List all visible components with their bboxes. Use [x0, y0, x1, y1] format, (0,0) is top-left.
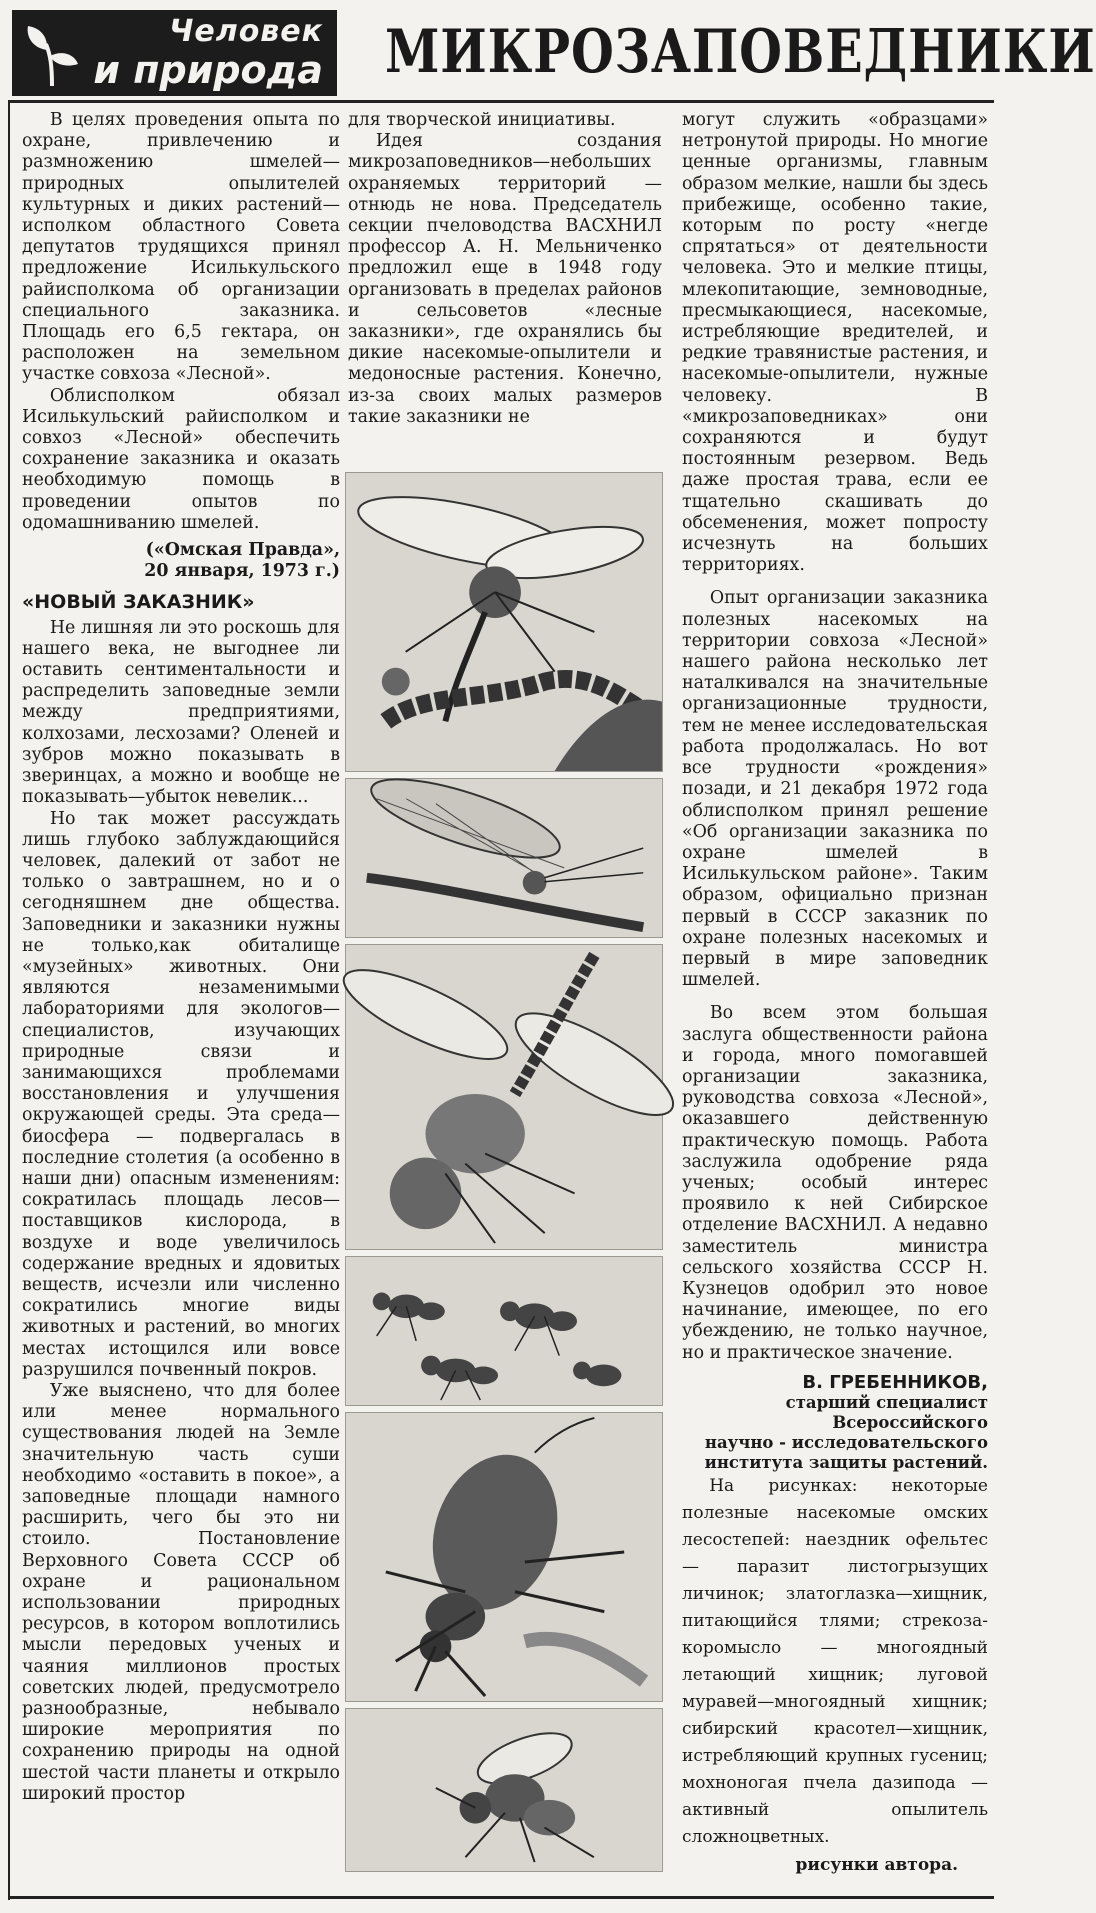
wasp-drawing — [346, 473, 662, 771]
paragraph: В целях проведения опыта по охране, привлечению и размножению шмелей—природных опылителей культурных и диких растений—исполком областного Совета депутатов трудящихся принял предложение Исилькульского райисполкома об организации специального заказника. Площадь его 6,5 гектара, он расположен на земельном участке совхоза «Лесной». — [22, 110, 340, 385]
source-line-2: 20 января, 1973 г.) — [144, 561, 340, 582]
illustration-dasypoda-bee — [345, 1708, 663, 1872]
rubric-line-1: Человек — [169, 14, 323, 49]
paragraph: Облисполком обязал Исилькульский райисполком и совхоз «Лесной» обеспечить сохранение заказника и оказать необходимую помощь в проведении опытов по одомашниванию шмелей. — [22, 385, 340, 533]
illustration-caption: На рисунках: некоторые полезные насекомые омских лесостепей: наездник офельтес — паразит листогрызущих личинок; златоглазка—хищник, питающийся тлями; стрекоза-коромысло — многоядный летающий хищник; луговой муравей—многоядный хищник; сибирский красотел—хищник, истребляющий крупных гусениц; мохноногая пчела дазипода — активный опылитель сложноцветных. — [682, 1475, 988, 1847]
paragraph: Идея создания микрозаповедников—небольших охраняемых территорий — отнюдь не нова. Председатель секции пчеловодства ВАСХНИЛ профессор А. Н. Мельниченко предложил еще в 1948 году организовать в пределах районов и сельсоветов «лесные заказники», где охранялись бы дикие насекомые-опылители и медоносные растения. Конечно, из-за своих малых размеров такие заказники не — [348, 131, 662, 427]
column-2 — [348, 110, 662, 428]
beetle-drawing — [346, 1413, 662, 1701]
rubric-line-2: и природа — [93, 48, 323, 92]
author-position-line: старший специалист — [785, 1392, 988, 1412]
author-position-line: Всероссийского — [832, 1412, 988, 1432]
paragraph: могут служить «образцами» нетронутой природы. Но многие ценные организмы, главным образом мелкие, нашли бы здесь прибежище, особенно такие, которым по росту «негде спрятаться» от деятельности человека. Это и мелкие птицы, млекопитающие, земноводные, пресмыкающиеся, насекомые, истребляющие вредителей, и редкие травянистые растения, и насекомые-опылители, нужные человеку. В «микрозаповедниках» они сохраняются и будут постоянным резервом. Ведь даже простая трава, если ее тщательно скашивать до обсеменения, может попросту исчезнуть на больших территориях. — [682, 110, 988, 576]
paragraph: Но так может рассуждать лишь глубоко заблуждающийся человек, далекий от забот не только о завтрашнем, но и о сегодняшнем дне общества. Заповедники и заказники нужны не только,как обиталище «музейных» животных. Они являются незаменимыми лабораториями для экологов—специалистов, изучающих природные связи и занимающихся проблемами восстановления и улучшения окружающей среды. Эта среда—биосфера — подвергалась в последние столетия (а особенно в наши дни) опасным изменениям: сократилась площадь лесов—поставщиков кислорода, в воздухе и воде увеличилось содержание вредных и ядовитых веществ, исчезли или численно сократились многие виды животных и растений, во многих местах истощился или вовсе разрушился почвенный покров. — [22, 808, 340, 1380]
lacewing-drawing — [346, 779, 662, 937]
column-3 — [682, 110, 988, 1876]
illustration-ants — [345, 1256, 663, 1406]
paragraph: Уже выяснено, что для более или менее нормального существования людей на Земле значительную часть суши необходимо «оставить в покое», а заповедные площади намного расширить, чего бы это ни стоило. Постановление Верховного Совета СССР об охране и рациональном использовании природных ресурсов, в котором воплотились мысли передовых ученых и чаяния миллионов простых советских людей, предусмотрело разнообразные, небывало широкие мероприятия по сохранению природы на одной шестой части планеты и открыло широкий простор — [22, 1380, 340, 1804]
paragraph: Во всем этом большая заслуга общественности района и города, много помогавшей организации заказника, руководства совхоза «Лесной», оказавшего действенную практическую помощь. Работа заслужила одобрение ряда ученых; особый интерес проявило к ней Сибирское отделение ВАСХНИЛ. А недавно заместитель министра сельского хозяйства СССР Н. Кузнецов одобрил это новое начинание, имеющее, по его убеждению, не только научное, но и практическое значение. — [682, 1003, 988, 1363]
author-position-line: научно - исследовательского — [704, 1432, 988, 1452]
illustration-lacewing — [345, 778, 663, 938]
illustration-dragonfly — [345, 944, 663, 1250]
bottom-rule — [8, 1896, 994, 1899]
paragraph: Не лишняя ли это роскошь для нашего века, не выгоднее ли оставить сентиментальности и распределить заповедные земли между предприятиями, колхозами, лесхозами? Оленей и зубров можно показывать в зверинцах, а можно и вообще не показывать—убыток невелик... — [22, 617, 340, 808]
ants-drawing — [346, 1257, 662, 1405]
headline: МИКРОЗАПОВЕДНИКИ — [385, 17, 1096, 87]
author-position — [682, 1393, 988, 1473]
author-position-line: института защиты растений. — [704, 1452, 988, 1472]
left-rule — [8, 100, 10, 1900]
column-1 — [22, 110, 340, 1805]
dragonfly-drawing — [346, 945, 662, 1249]
paragraph: Опыт организации заказника полезных насекомых на территории совхоза «Лесной» нашего района несколько лет наталкивался на значительные организационные трудности, тем не менее исследовательская работа продолжалась. Но вот все трудности «рождения» позади, и 21 декабря 1972 года облисполком принял решение «Об организации заказника по охране шмелей в Исилькульском районе». Таким образом, официально признан первый в СССР заказник по охране полезных насекомых и первый в мире заповедник шмелей. — [682, 588, 988, 991]
bee-drawing — [346, 1709, 662, 1871]
source-citation — [22, 540, 340, 582]
illustration-ichneumon-wasp — [345, 472, 663, 772]
sprout-icon — [22, 20, 82, 86]
section-rubric — [12, 10, 337, 96]
illustration-ground-beetle — [345, 1412, 663, 1702]
top-rule — [8, 100, 994, 103]
illustration-credit: рисунки автора. — [795, 1854, 958, 1875]
source-line-1: («Омская Правда», — [145, 540, 340, 561]
paragraph: для творческой инициативы. — [348, 110, 616, 130]
subheading: «НОВЫЙ ЗАКАЗНИК» — [22, 591, 255, 614]
author-name: В. ГРЕБЕННИКОВ, — [802, 1371, 988, 1393]
